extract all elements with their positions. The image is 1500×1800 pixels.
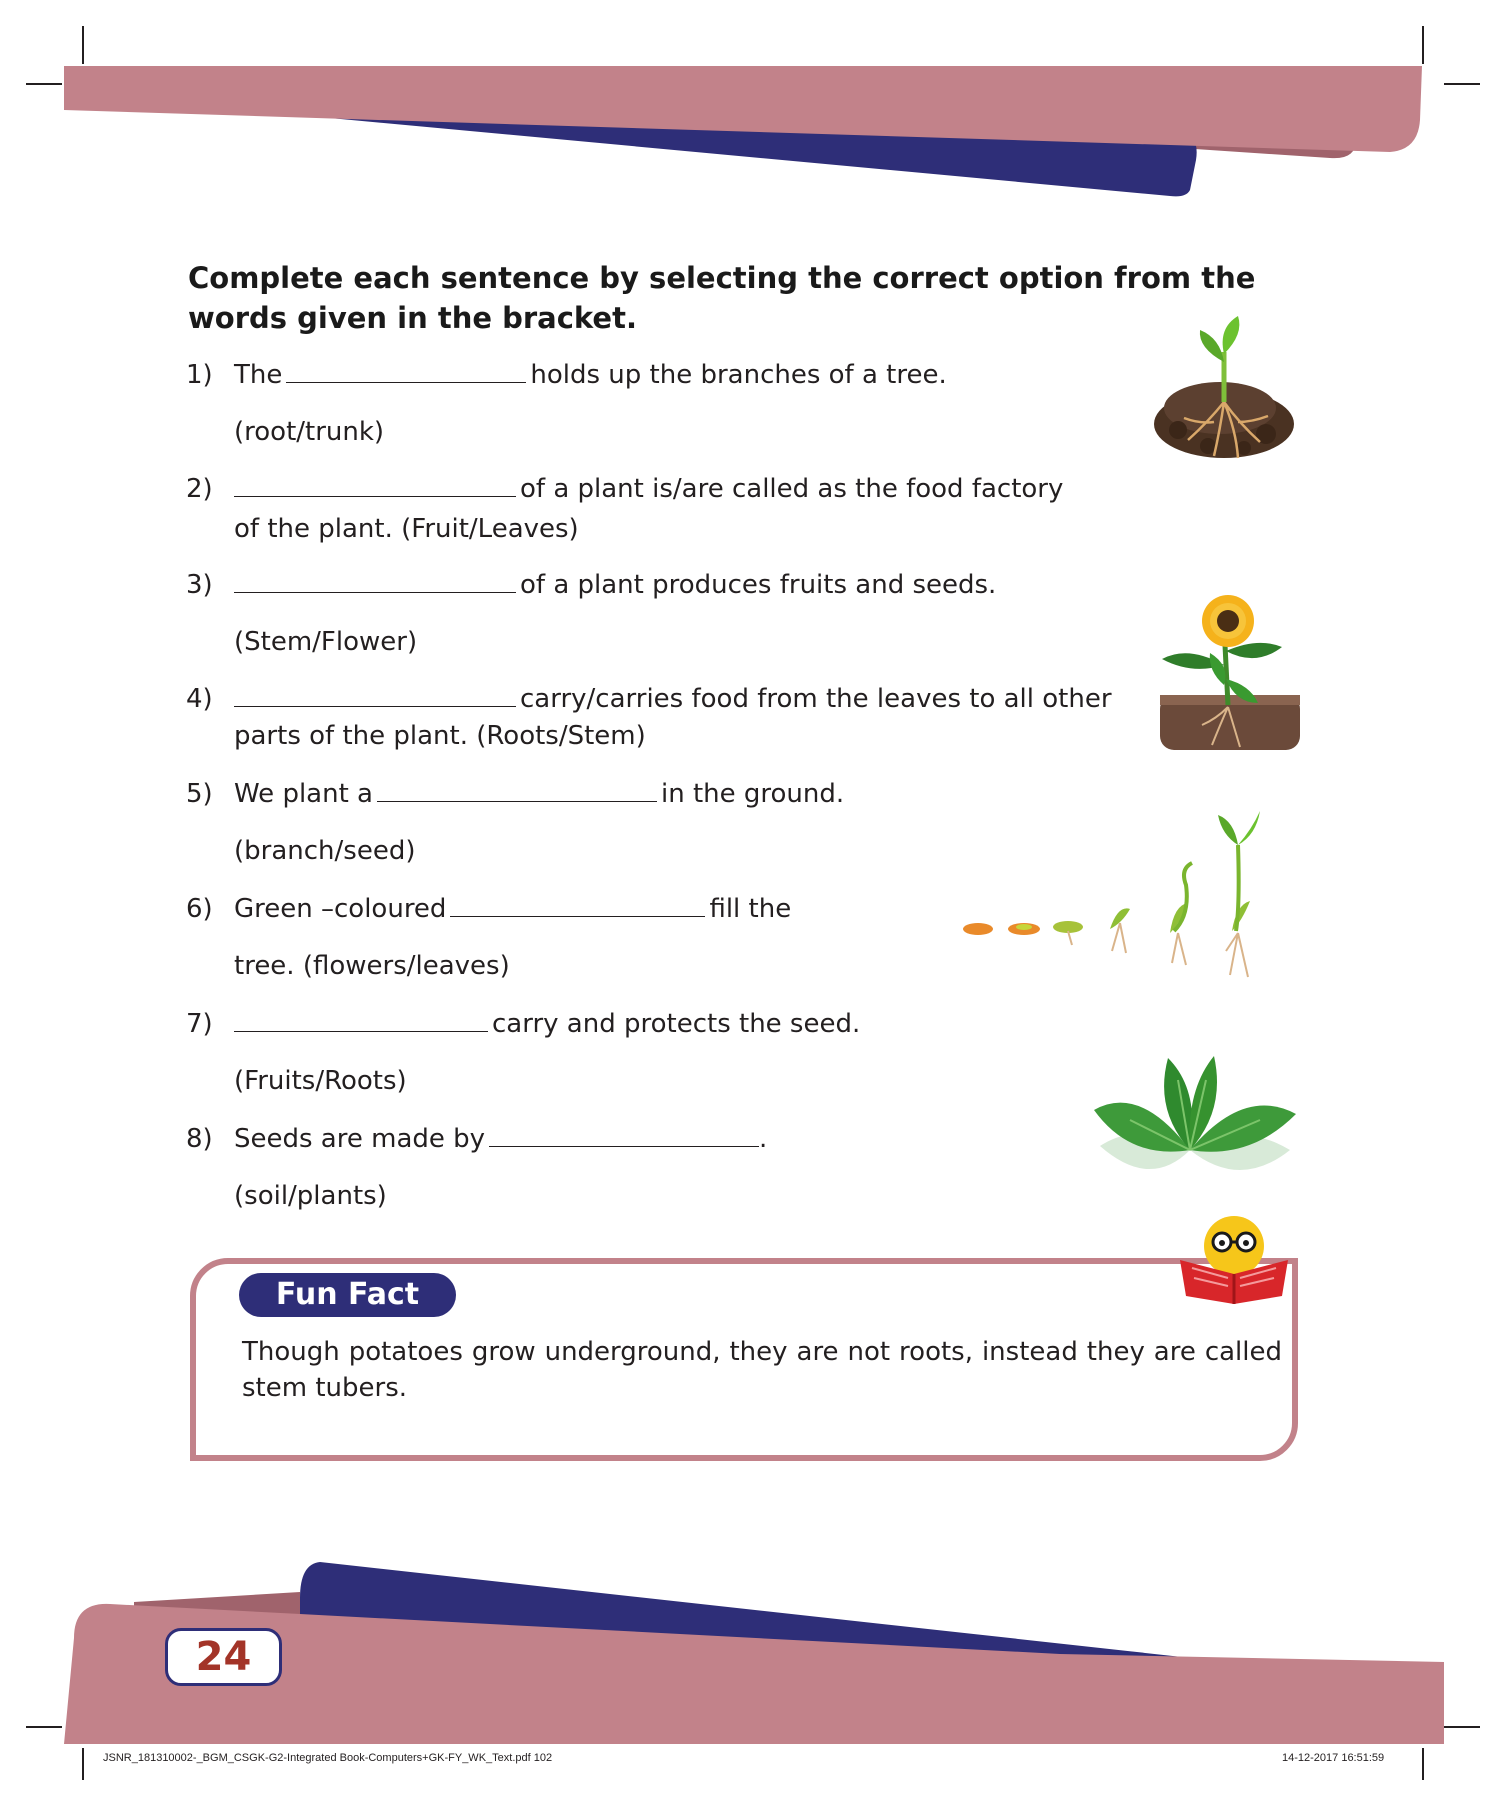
- answer-blank[interactable]: [489, 1120, 759, 1147]
- answer-blank[interactable]: [234, 1005, 488, 1032]
- footer-filename: JSNR_181310002-_BGM_CSGK-G2-Integrated Book-Computers+GK-FY_WK_Text.pdf 102: [103, 1752, 553, 1764]
- answer-blank[interactable]: [377, 775, 657, 802]
- question-number: 5): [186, 779, 213, 809]
- question-number: 3): [186, 570, 213, 600]
- question-options: tree. (flowers/leaves): [234, 951, 510, 981]
- question-text-after: holds up the branches of a tree.: [530, 360, 947, 390]
- answer-blank[interactable]: [234, 566, 516, 593]
- crop-mark: [82, 1748, 84, 1780]
- question-options: (Stem/Flower): [234, 627, 418, 657]
- question-7: [186, 1005, 860, 1043]
- crop-mark: [1422, 1748, 1424, 1780]
- question-number: 2): [186, 474, 213, 504]
- question-8: [186, 1120, 767, 1158]
- question-options: (Fruits/Roots): [234, 1066, 407, 1096]
- question-text-after: of a plant produces fruits and seeds.: [520, 570, 997, 600]
- question-text-before: Green –coloured: [234, 894, 447, 924]
- question-text-before: The: [234, 360, 283, 390]
- instruction-heading: Complete each sentence by selecting the correct option from the words given in the bracket.: [188, 261, 1256, 335]
- question-2: [186, 470, 1063, 508]
- question-options: (root/trunk): [234, 417, 385, 447]
- question-options: parts of the plant. (Roots/Stem): [234, 721, 646, 751]
- question-5: [186, 775, 844, 813]
- reading-smiley-icon: [1172, 1212, 1296, 1304]
- question-text-after: carry and protects the seed.: [492, 1009, 861, 1039]
- footer-timestamp: 14-12-2017 16:51:59: [1282, 1752, 1385, 1764]
- question-text-after: of a plant is/are called as the food factory: [520, 474, 1064, 504]
- question-text-after: .: [759, 1124, 768, 1154]
- sunflower-plant-illustration: [1158, 575, 1302, 750]
- question-text-after: carry/carries food from the leaves to all other: [520, 684, 1112, 714]
- question-4: [186, 680, 1112, 718]
- question-options: of the plant. (Fruit/Leaves): [234, 514, 579, 544]
- answer-blank[interactable]: [450, 890, 705, 917]
- question-text-after: fill the: [709, 894, 792, 924]
- header-banner: [0, 0, 1500, 210]
- seed-germination-illustration: [960, 805, 1300, 985]
- fun-fact-label: Fun Fact: [239, 1273, 456, 1317]
- question-options: (branch/seed): [234, 836, 416, 866]
- question-3: [186, 566, 996, 604]
- question-number: 6): [186, 894, 213, 924]
- answer-blank[interactable]: [234, 680, 516, 707]
- answer-blank[interactable]: [286, 356, 526, 383]
- question-text-before: Seeds are made by: [234, 1124, 486, 1154]
- question-number: 1): [186, 360, 213, 390]
- sprout-soil-illustration: [1148, 312, 1300, 468]
- question-number: 7): [186, 1009, 213, 1039]
- question-options: (soil/plants): [234, 1181, 387, 1211]
- question-number: 8): [186, 1124, 213, 1154]
- answer-blank[interactable]: [234, 470, 516, 497]
- question-6: [186, 890, 791, 928]
- question-text-before: We plant a: [234, 779, 373, 809]
- green-leaves-illustration: [1090, 1050, 1300, 1200]
- question-number: 4): [186, 684, 213, 714]
- fun-fact-text: Though potatoes grow underground, they are not roots, instead they are called stem tubers.: [242, 1337, 1282, 1403]
- question-1: [186, 356, 947, 394]
- question-text-after: in the ground.: [660, 779, 845, 809]
- page-number: 24: [165, 1628, 282, 1686]
